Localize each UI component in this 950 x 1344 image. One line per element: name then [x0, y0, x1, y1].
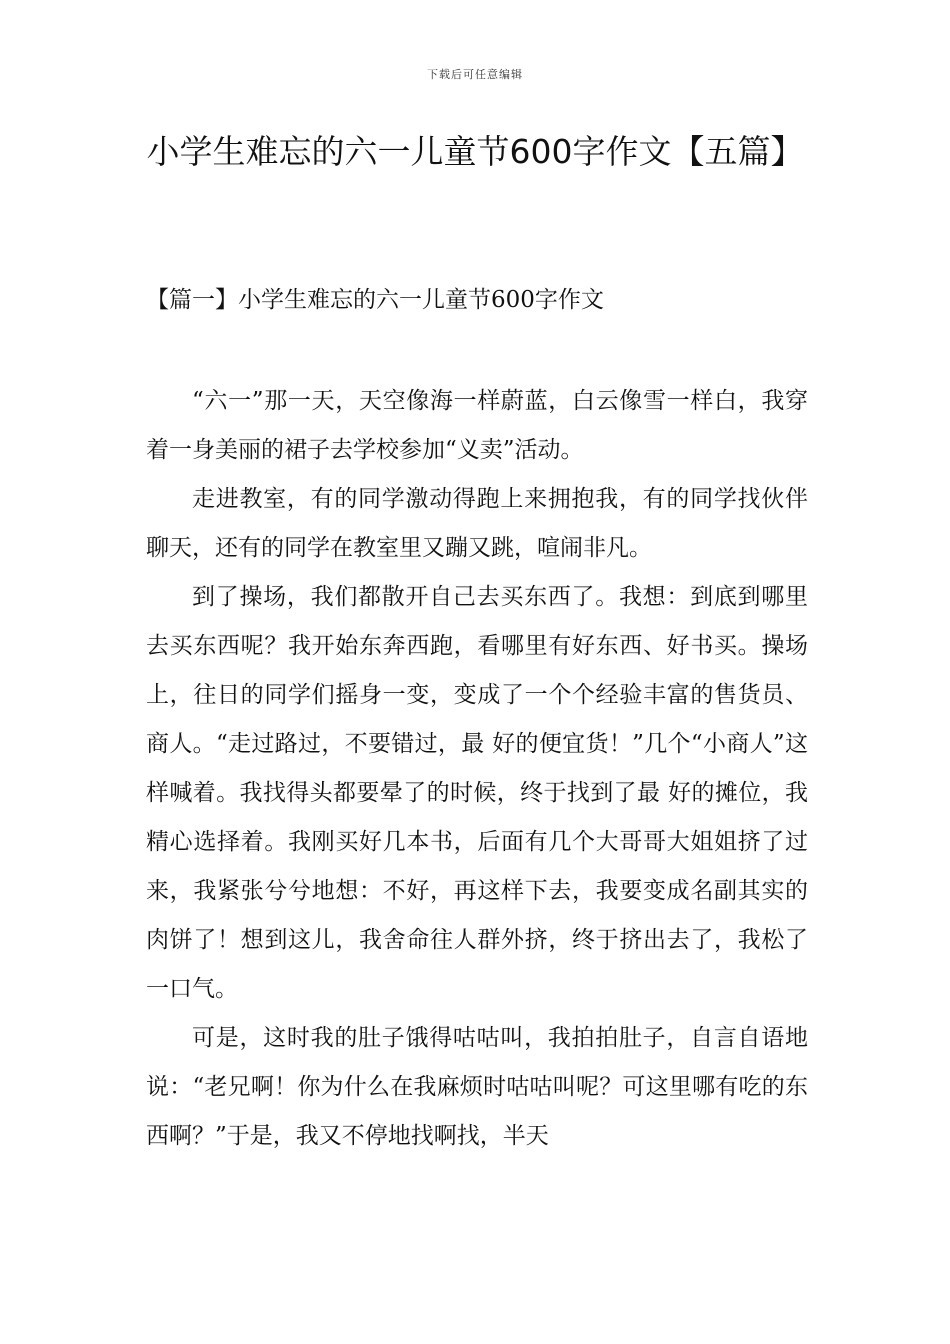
paragraph: 可是，这时我的肚子饿得咕咕叫，我拍拍肚子，自言自语地说：“老兄啊！你为什么在我麻烦时咕咕叫呢？可这里哪有吃的东西啊？”于是，我又不停地找啊找，半天 [146, 1025, 808, 1149]
document-title: 小学生难忘的六一儿童节600字作文【五篇】 [146, 132, 804, 171]
article-body [146, 377, 808, 1161]
paragraph: 走进教室，有的同学激动得跑上来拥抱我，有的同学找伙伴聊天，还有的同学在教室里又蹦又跳，喧闹非凡。 [146, 486, 808, 561]
paragraph: “六一”那一天，天空像海一样蔚蓝，白云像雪一样白，我穿着一身美丽的裙子去学校参加“义卖”活动。 [146, 388, 808, 463]
paragraph: 到了操场，我们都散开自己去买东西了。我想：到底到哪里去买东西呢？我开始东奔西跑，看哪里有好东西、好书买。操场上，往日的同学们摇身一变，变成了一个个经验丰富的售货员、商人。“走过路过，不要错过，最 好的便宜货！”几个“小商人”这样喊着。我找得头都要晕了的时候，终于找到了最 好的摊位，我精心选择着。我刚买好几本书，后面有几个大哥哥大姐姐挤了过来，我紧张兮兮地想：不好，再这样下去，我要变成名副其实的肉饼了！想到这儿，我舍命往人群外挤，终于挤出去了，我松了一口气。 [146, 584, 808, 1002]
section-heading: 【篇一】小学生难忘的六一儿童节600字作文 [146, 287, 604, 313]
header-note: 下载后可任意编辑 [427, 68, 523, 81]
